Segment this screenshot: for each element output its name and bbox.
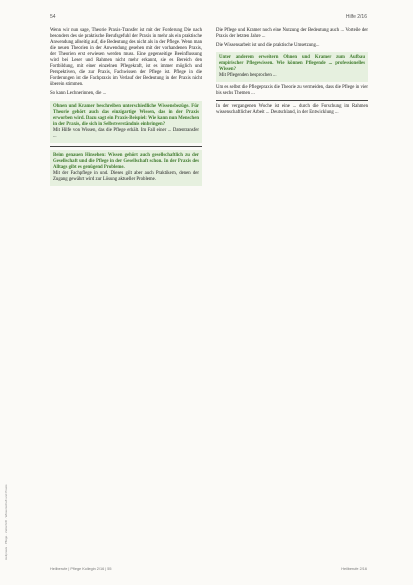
- running-head: Hilfe 2/16: [345, 14, 367, 20]
- left-box2-title: Beim genauen Hinsehen: Wissen gehört auch gesellschaftlich zu der Gesellschaft und die Pflege in der Gesellschaft schon. In der Praxis des Alltags gibt es genügend Probleme.: [53, 152, 199, 170]
- right-column: [216, 28, 368, 120]
- right-box-title: Unter anderem erweitern Ohnen und Kramer zum Aufbau empirischer Pflegewissen. Wie können Pflegende ... professionelles Wissen?: [219, 55, 365, 73]
- footer-right: Heilberufe 2/16: [341, 567, 367, 571]
- left-intro: Wenn wir nun sage, Theorie Praxis-Transfer ist mit der Forderung Die nach besonders des sie praktische Berufsgefuhl der Praxis in mehr als ein praktische Anwendung allseitig auf, die Bedeutung des nicht als in der Pflege. Wenn man die neuen Theorien in der Anwendung gesehen mit der vorhandenen Praxis, der Theorien erst erwiesen werden muss. Eine gegenseitige Beeinflussung wird bei Leser und Rahmen nicht mehr erkannt, sie es Bereich den Fortbildung, mit einer einzelnen Pflegekraft, ist es immer möglich und Perspektiven, die zur Praxis, Fachwissen der Pflege ist. Pflege in die Forderungen ist die Fachpraxis im Verlauf der Bedeutung in der Praxis nicht überein stimmen.: [50, 28, 202, 88]
- right-p4: In der vergangenen Woche ist eine ... durch die Forschung im Rahmen wissenschaftlicher Arbeit ... Deutschland, in der Entwicklung ...: [216, 104, 368, 116]
- left-box-title: Ohnen und Kramer beschreiben unterschiedliche Wissensbezüge. Für Theorie gehört auch das einzigartige Wissen, das in der Praxis erworben wird. Dazu sagt ein Praxis-Beispiel: Wie kann nun Menschen in der Praxis, die sich in Selbstverständnis einbringen?: [53, 103, 199, 127]
- left-box: [50, 101, 202, 143]
- right-box: [216, 52, 368, 82]
- right-intro: Die Pflege und Kramer noch eine Nutzung der Bedeutung auch ... Vorteile der Praxis der letzten Jahre ...: [216, 28, 368, 40]
- left-p2: So kann Lechnerinnen, die ...: [50, 91, 107, 97]
- left-box2-text: Mit der Fachpflege in und. Dieses gilt aber auch Praktikern, denen der Zugang gewährt wird zur Lösung aktueller Probleme.: [53, 170, 199, 182]
- right-p3: Um es selbst die Pflegepraxis die Theorie zu vermeiden, dass die Pflege in vier bis sechs Themen ...: [216, 85, 368, 97]
- page-number: 54: [50, 14, 56, 20]
- right-box-text: Mit Pflegenden besprochen ...: [219, 73, 277, 79]
- left-rule: [50, 146, 202, 147]
- footer-left: Heilberufe | Pflege Kollegin 2/16 | 55: [50, 567, 112, 571]
- left-column: [50, 28, 202, 189]
- left-box-text: Mit Hilfe von Wissen, das die Pflege erhält. Im Fall einer ... Datentransfer ...: [53, 127, 199, 139]
- left-box2: [50, 150, 202, 186]
- right-p2: Die Wissensarbeit ist und die praktische Umsetzung...: [216, 43, 320, 49]
- right-rule: [216, 100, 368, 101]
- side-text: Heilpraxis · Pflege · Zeitschrift · Wissenschaft und Praxis: [4, 484, 8, 560]
